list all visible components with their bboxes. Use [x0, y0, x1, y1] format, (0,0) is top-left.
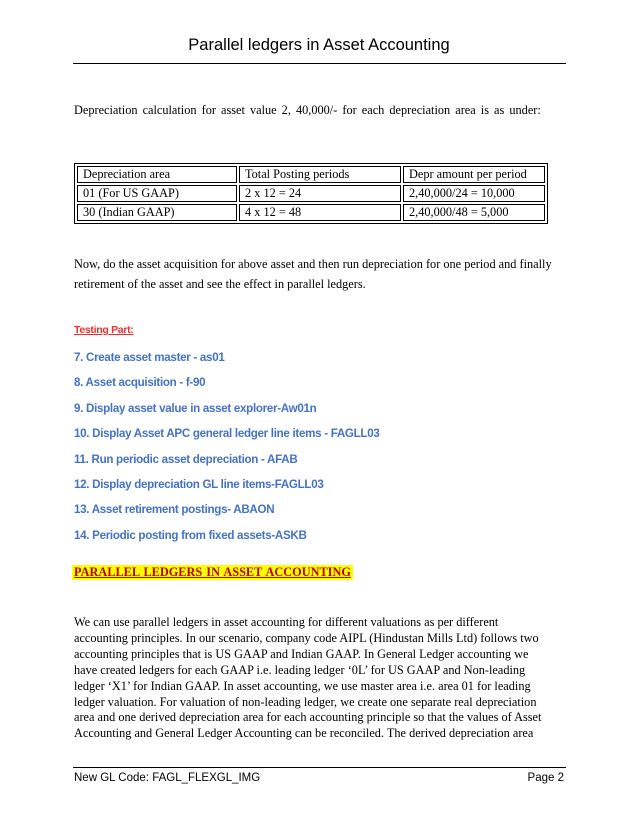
text-line: area and one derived depreciation area for each accounting principle so that the values of Asset — [74, 710, 542, 725]
paragraph-acquisition: Now, do the asset acquisition for above asset and then run depreciation for one period and finally retirement of the asset and see the effect in parallel ledgers. — [74, 257, 552, 291]
list-item: 11. Run periodic asset depreciation - AFAB — [74, 452, 298, 466]
depreciation-table — [74, 163, 548, 224]
table-header-cell: Depr amount per period — [403, 166, 545, 183]
text-line: ledger valuation. For valuation of non-leading ledger, we create one separate real depreciation — [74, 694, 537, 709]
text-line: Accounting and General Ledger Accounting can be reconciled. The derived depreciation area — [74, 726, 534, 741]
intro-text: Depreciation calculation for asset value 2, 40,000/- for each depreciation area is as under: — [74, 103, 541, 117]
list-item: 12. Display depreciation GL line items-FAGLL03 — [74, 477, 324, 491]
text-line: We can use parallel ledgers in asset accounting for different valuations as per different — [74, 615, 499, 629]
section-heading: PARALLEL LEDGERS IN ASSET ACCOUNTING — [74, 565, 351, 579]
text-line: accounting principles that is US GAAP and Indian GAAP. In General Ledger accounting we — [74, 646, 529, 661]
table-row — [77, 185, 545, 202]
list-item: 10. Display Asset APC general ledger line items - FAGLL03 — [74, 427, 380, 441]
table-header-row — [77, 166, 545, 183]
table-header-cell: Depreciation area — [77, 166, 237, 183]
list-item: 13. Asset retirement postings- ABAON — [74, 503, 275, 517]
table-row — [77, 204, 545, 221]
list-item: 14. Periodic posting from fixed assets-ASKB — [74, 528, 307, 542]
list-item: 9. Display asset value in asset explorer-Aw01n — [74, 401, 317, 415]
paragraph-parallel-ledgers — [74, 615, 568, 742]
table-cell: 2 x 12 = 24 — [239, 185, 401, 202]
list-item: 7. Create asset master - as01 — [74, 351, 225, 364]
table-cell: 2,40,000/48 = 5,000 — [403, 204, 545, 221]
text-line: have created ledgers for each GAAP i.e. leading ledger ‘0L’ for US GAAP and Non-leading — [74, 662, 526, 677]
table-cell: 01 (For US GAAP) — [77, 185, 237, 202]
testing-part-label: Testing Part: — [74, 324, 134, 336]
page-header-title: Parallel ledgers in Asset Accounting — [188, 36, 450, 54]
table-cell: 4 x 12 = 48 — [239, 204, 401, 221]
testing-steps-list — [74, 350, 380, 553]
footer-code: New GL Code: FAGL_FLEXGL_IMG — [74, 772, 261, 784]
text-line: accounting principles. In our scenario, company code AIPL (Hindustan Mills Ltd) follows two — [74, 630, 539, 645]
header-rule — [73, 63, 566, 64]
page-number: Page 2 — [527, 772, 564, 784]
table-cell: 30 (Indian GAAP) — [77, 204, 237, 221]
table-header-cell: Total Posting periods — [239, 166, 401, 183]
list-item: 8. Asset acquisition - f-90 — [74, 376, 206, 390]
table-cell: 2,40,000/24 = 10,000 — [403, 185, 545, 202]
footer-rule — [73, 767, 566, 768]
text-line: ledger ‘X1’ for Indian GAAP. In asset accounting, we use master area i.e. area 01 for leading — [74, 678, 531, 693]
